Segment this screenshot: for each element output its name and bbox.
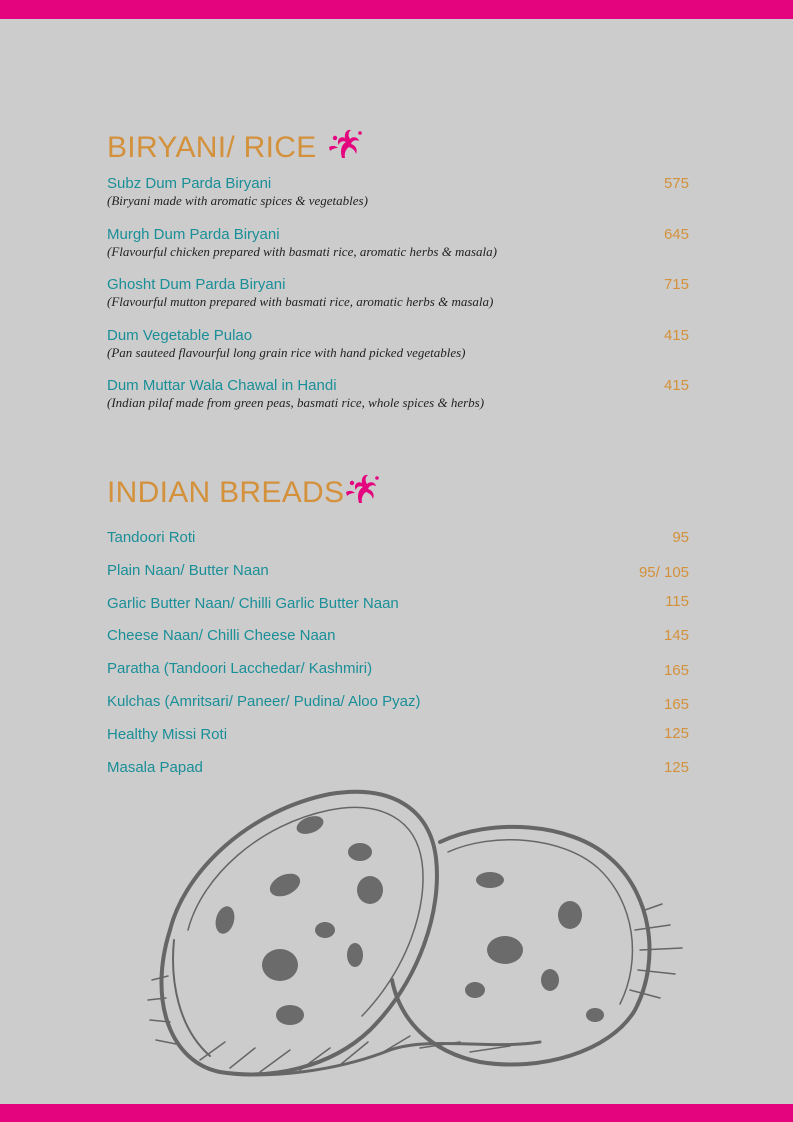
item-price: 165 [663, 696, 689, 713]
menu-item [107, 660, 689, 680]
item-name: Cheese Naan/ Chilli Cheese Naan [107, 627, 336, 644]
item-price: 715 [663, 276, 689, 293]
menu-item [107, 562, 689, 582]
section-title-biryani [107, 127, 365, 169]
item-name: Garlic Butter Naan/ Chilli Garlic Butter Naan [107, 595, 399, 612]
item-name: Murgh Dum Parda Biryani [107, 226, 280, 243]
menu-item [107, 529, 689, 549]
item-description: (Flavourful mutton prepared with basmati rice, aromatic herbs & masala) [107, 294, 494, 309]
menu-item [107, 726, 689, 746]
section-title-breads [107, 472, 382, 514]
bottom-accent-bar [0, 1104, 793, 1122]
menu-item [107, 759, 689, 779]
item-name: Dum Muttar Wala Chawal in Handi [107, 377, 337, 394]
section-title-text: BIRYANI/ RICE [107, 131, 317, 164]
item-name: Ghosht Dum Parda Biryani [107, 276, 286, 293]
item-price: 125 [663, 725, 689, 742]
item-price: 95/ 105 [638, 564, 689, 581]
menu-item [107, 276, 689, 312]
menu-item [107, 377, 689, 413]
section-title-text: INDIAN BREADS [107, 476, 345, 509]
item-name: Dum Vegetable Pulao [107, 327, 253, 344]
item-price: 125 [663, 759, 689, 776]
item-description: (Indian pilaf made from green peas, basmati rice, whole spices & herbs) [107, 395, 485, 410]
menu-item [107, 226, 689, 262]
item-price: 145 [663, 627, 689, 644]
item-price: 645 [663, 226, 689, 243]
menu-item [107, 627, 689, 647]
item-name: Tandoori Roti [107, 529, 196, 546]
item-price: 415 [663, 327, 689, 344]
flourish-icon [344, 472, 382, 514]
bread-illustration-icon [130, 780, 700, 1085]
flourish-icon [327, 127, 365, 169]
item-name: Paratha (Tandoori Lacchedar/ Kashmiri) [107, 660, 373, 677]
menu-item [107, 175, 689, 211]
item-price: 115 [665, 593, 689, 610]
item-price: 415 [663, 377, 689, 394]
item-price: 575 [663, 175, 689, 192]
menu-item [107, 693, 689, 713]
menu-item [107, 327, 689, 363]
menu-item [107, 595, 689, 615]
top-accent-bar [0, 0, 793, 19]
item-name: Masala Papad [107, 759, 203, 776]
item-description: (Flavourful chicken prepared with basmati rice, aromatic herbs & masala) [107, 244, 497, 259]
item-name: Subz Dum Parda Biryani [107, 175, 272, 192]
item-description: (Pan sauteed flavourful long grain rice with hand picked vegetables) [107, 345, 466, 360]
item-description: (Biryani made with aromatic spices & vegetables) [107, 193, 368, 208]
item-name: Plain Naan/ Butter Naan [107, 562, 269, 579]
item-name: Kulchas (Amritsari/ Paneer/ Pudina/ Aloo Pyaz) [107, 693, 421, 710]
item-name: Healthy Missi Roti [107, 726, 228, 743]
item-price: 95 [672, 529, 689, 546]
item-price: 165 [663, 662, 689, 679]
